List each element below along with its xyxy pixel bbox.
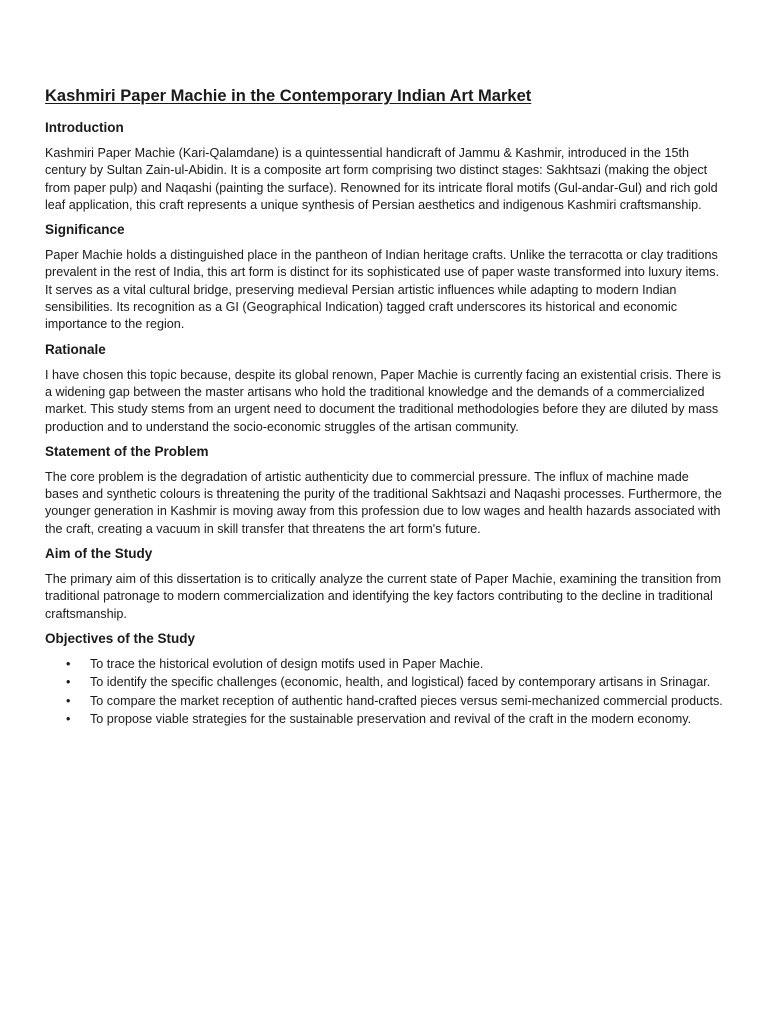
list-item (45, 711, 724, 728)
bullet-icon: • (66, 675, 71, 690)
paragraph-introduction: Kashmiri Paper Machie (Kari-Qalamdane) is a quintessential handicraft of Jammu & Kashmir, introduced in the 15th century by Sultan Zain-ul-Abidin. It is a composite art form comprising two distinct stages: Sakhtsazi (making the object from paper pulp) and Naqashi (painting the surface). Renowned for its intricate floral motifs (Gul-andar-Gul) and rich gold leaf application, this craft represents a unique synthesis of Persian aesthetics and indigenous Kashmiri craftsmanship. (45, 146, 718, 212)
list-item-text: To trace the historical evolution of design motifs used in Paper Machie. (90, 656, 484, 671)
section-rationale (45, 340, 724, 436)
section-heading-objectives: Objectives of the Study (45, 630, 196, 646)
bullet-icon: • (66, 711, 71, 726)
paragraph-significance: Paper Machie holds a distinguished place in the pantheon of Indian heritage crafts. Unlike the terracotta or clay traditions prevalent in the rest of India, this art form is distinct for its sophisticated use of paper waste transformed into luxury items. It serves as a vital cultural bridge, preserving medieval Persian artistic influences while adapting to modern Indian sensibilities. Its recognition as a GI (Geographical Indication) tagged craft underscores its historical and economic importance to the region. (45, 248, 720, 332)
list-item (45, 674, 724, 691)
paragraph-aim: The primary aim of this dissertation is to critically analyze the current state of Paper Machie, examining the transition from traditional patronage to modern commercialization and identifying the key factors contributing to the decline in traditional craftsmanship. (45, 572, 722, 621)
section-significance (45, 220, 724, 333)
section-heading-rationale: Rationale (45, 341, 106, 357)
section-introduction (45, 118, 724, 214)
list-item-text: To compare the market reception of authentic hand-crafted pieces versus semi-mechanized commercial products. (90, 693, 723, 708)
section-objectives (45, 629, 724, 728)
objectives-list (45, 656, 724, 728)
document-title: Kashmiri Paper Machie in the Contemporary Indian Art Market (45, 87, 532, 105)
list-item-text: To propose viable strategies for the sustainable preservation and revival of the craft in the modern economy. (90, 711, 692, 726)
bullet-icon: • (66, 693, 71, 708)
list-item (45, 693, 724, 710)
section-heading-problem-statement: Statement of the Problem (45, 443, 209, 459)
section-heading-introduction: Introduction (45, 120, 124, 135)
list-item (45, 656, 724, 673)
paragraph-rationale: I have chosen this topic because, despite its global renown, Paper Machie is currently facing an existential crisis. There is a widening gap between the master artisans who hold the traditional knowledge and the demands of a commercialized market. This study stems from an urgent need to document the traditional methodologies before they are diluted by mass production and to understand the socio-economic struggles of the artisan community. (45, 367, 721, 434)
section-heading-aim: Aim of the Study (45, 546, 153, 562)
bullet-icon: • (66, 656, 71, 671)
section-heading-significance: Significance (45, 222, 125, 238)
paragraph-problem-statement: The core problem is the degradation of artistic authenticity due to commercial pressure. The influx of machine made bases and synthetic colours is threatening the purity of the traditional Sakhtsazi and Naqashi processes. Furthermore, the younger generation in Kashmir is moving away from this profession due to low wages and health hazards associated with the craft, creating a vacuum in skill transfer that threatens the art form's future. (45, 469, 722, 536)
section-aim (45, 544, 724, 623)
list-item-text: To identify the specific challenges (economic, health, and logistical) faced by contemporary artisans in Srinagar. (90, 675, 711, 690)
section-problem-statement (45, 442, 724, 538)
